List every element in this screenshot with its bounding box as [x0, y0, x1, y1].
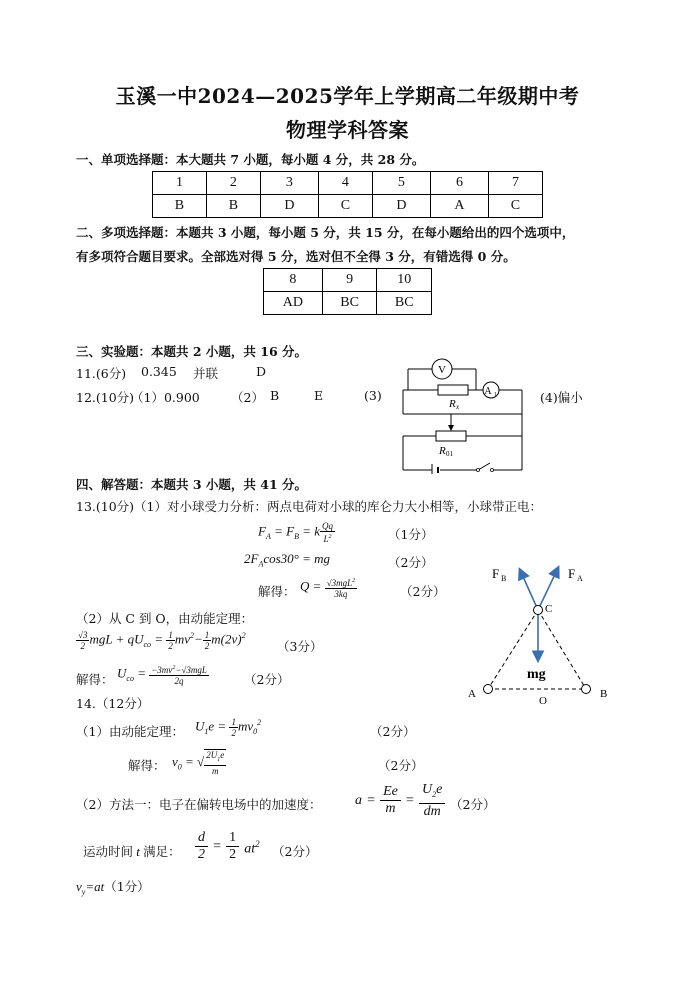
ammeter-label: A	[484, 386, 492, 397]
table-cell: B	[153, 195, 207, 218]
q14-points-2: （2分）	[378, 758, 424, 773]
switch-contact-icon	[477, 469, 480, 472]
q13-solve-label-2: 解得：	[76, 672, 114, 687]
charge-b-icon	[582, 685, 591, 694]
section2-heading-line2: 有多项符合题目要求。全部选对得 5 分，选对但不全得 3 分，有错选得 0 分。	[76, 249, 516, 264]
ammeter-sub: 1	[494, 392, 497, 398]
table-cell: 7	[488, 172, 542, 195]
fa-label: F	[568, 566, 576, 581]
r01-sub: 01	[446, 450, 453, 458]
table-cell: B	[206, 195, 260, 218]
charge-a-icon	[484, 685, 493, 694]
q11-label: 11.(6分)	[76, 366, 127, 381]
q14-time-label: 运动时间 t 满足：	[83, 844, 181, 859]
table-row	[153, 195, 543, 218]
resistor-rx-icon	[438, 385, 468, 395]
table-row	[153, 172, 543, 195]
battery-icon	[432, 464, 438, 474]
table-cell: 8	[264, 269, 323, 292]
voltmeter-label: V	[438, 364, 446, 376]
q13-equation-q: Q = $\frac{√3mgL^2}{3kq}$	[300, 578, 356, 599]
q13-intro: 13.(10分)（1）对小球受力分析：两点电荷对小球的库仑力大小相等，小球带正电：	[76, 499, 542, 514]
q13-points-1: （1分）	[388, 527, 434, 542]
table-row	[264, 292, 432, 315]
rheostat-icon	[436, 431, 466, 441]
o-label: O	[539, 695, 547, 706]
table-cell: 10	[377, 269, 432, 292]
c-label: C	[545, 603, 553, 615]
q12-label: 12.(10分)	[76, 390, 135, 405]
table-cell: BC	[377, 292, 432, 315]
table-cell: C	[488, 195, 542, 218]
ball-c-icon	[534, 606, 543, 615]
table-cell: 6	[430, 172, 488, 195]
section2-answer-table	[263, 268, 432, 315]
section1-heading: 一、单项选择题：本大题共 7 小题，每小题 4 分，共 28 分。	[76, 152, 425, 167]
table-cell: BC	[322, 292, 377, 315]
table-cell: AD	[264, 292, 323, 315]
q14-equation-time: $\frac{d}{2}$ = $\frac{1}{2}$ $at^2$	[195, 830, 260, 863]
q13-part2-intro: （2）从 C 到 O，由动能定理：	[76, 611, 254, 626]
q11-answer-2: 并联	[193, 366, 219, 381]
table-cell: 4	[318, 172, 372, 195]
q14-equation-v0: $v_0$ = √ $\frac{2U_1e}{m}$	[172, 750, 225, 776]
rx-sub: x	[456, 403, 460, 411]
table-cell: 9	[322, 269, 377, 292]
q13-equation-coulomb: $F_A = F_B = k$ $\frac{Qq}{L^2}$	[258, 521, 333, 544]
section4-heading: 四、解答题：本题共 3 小题，共 41 分。	[76, 477, 308, 492]
table-cell: A	[430, 195, 488, 218]
q14-part1: （1）由动能定理：	[76, 724, 184, 739]
page-title: 玉溪一中2024—2025学年上学期高二年级期中考	[115, 84, 580, 108]
table-cell: D	[372, 195, 430, 218]
mg-label: mg	[527, 667, 546, 682]
table-cell: C	[318, 195, 372, 218]
section3-heading: 三、实验题：本题共 2 小题，共 16 分。	[76, 344, 308, 359]
switch-contact-icon	[491, 469, 494, 472]
q14-points-1: （2分）	[370, 724, 416, 739]
table-cell: 1	[153, 172, 207, 195]
table-cell: 5	[372, 172, 430, 195]
fb-label: F	[492, 566, 500, 581]
q14-vy-line: $v_y=at(1$分）	[76, 879, 150, 897]
q14-equation-accel: a = $\frac{Ee}{m}$ = $\frac{U_2e}{dm}$	[355, 782, 445, 820]
q13-equation-balance: $2F_A\cos 30^\circ$ = mg	[244, 551, 331, 569]
q12-part2-a: B	[270, 388, 280, 403]
q14-solve-label: 解得：	[128, 758, 166, 773]
q14-points-4: （2分）	[272, 844, 318, 859]
r01-label: R	[439, 445, 446, 457]
page-subtitle: 物理学科答案	[286, 118, 409, 142]
q14-equation-energy: $U_1e$ = $\frac{1}{2}$ $mv_0^2$	[195, 717, 262, 738]
section2-heading-line1: 二、多项选择题：本题共 3 小题，每小题 5 分，共 15 分，在每小题给出的四个选项中，	[76, 225, 575, 240]
q12-part1: （1）0.900	[131, 390, 200, 405]
q14-points-3: （2分）	[450, 797, 496, 812]
q14-label: 14.（12分）	[76, 696, 150, 711]
q12-part2-b: E	[314, 388, 324, 403]
table-cell: D	[260, 195, 318, 218]
q12-part4: (4)偏小	[540, 390, 583, 405]
q13-points-3: （2分）	[400, 584, 446, 599]
fa-sub: A	[577, 574, 583, 583]
a-label: A	[468, 688, 476, 700]
q11-answer-3: D	[256, 364, 267, 379]
q13-equation-uco: $U_{co}$ = $\frac{-3mv^2-√3mgL}{2q}$	[117, 665, 207, 686]
table-cell: 2	[206, 172, 260, 195]
fb-sub: B	[501, 574, 507, 583]
q13-points-2: （2分）	[388, 555, 434, 570]
q12-part3: (3)	[364, 388, 382, 403]
q13-points-5: （2分）	[244, 672, 290, 687]
q12-part2: （2）	[231, 390, 264, 405]
q13-equation-energy: $\frac{√3}{2}$ mgL + $qU_{co}$ = $\frac{1}{2}$ $mv^2-$ $\frac{1}{2}$ $m(2v)^2$	[78, 630, 246, 651]
slider-arrow-icon	[448, 425, 454, 431]
rx-label: R	[449, 398, 456, 410]
b-label: B	[600, 688, 608, 700]
force-diagram	[462, 558, 618, 706]
q13-solve-label: 解得：	[258, 584, 296, 599]
q14-part2: （2）方法一：电子在偏转电场中的加速度：	[76, 797, 322, 812]
table-row	[264, 269, 432, 292]
q13-points-4: （3分）	[277, 639, 323, 654]
circuit-diagram	[398, 352, 530, 474]
table-cell: 3	[260, 172, 318, 195]
section1-answer-table	[152, 171, 543, 218]
q11-answer-1: 0.345	[141, 364, 177, 379]
force-fb-arrow	[520, 570, 538, 610]
